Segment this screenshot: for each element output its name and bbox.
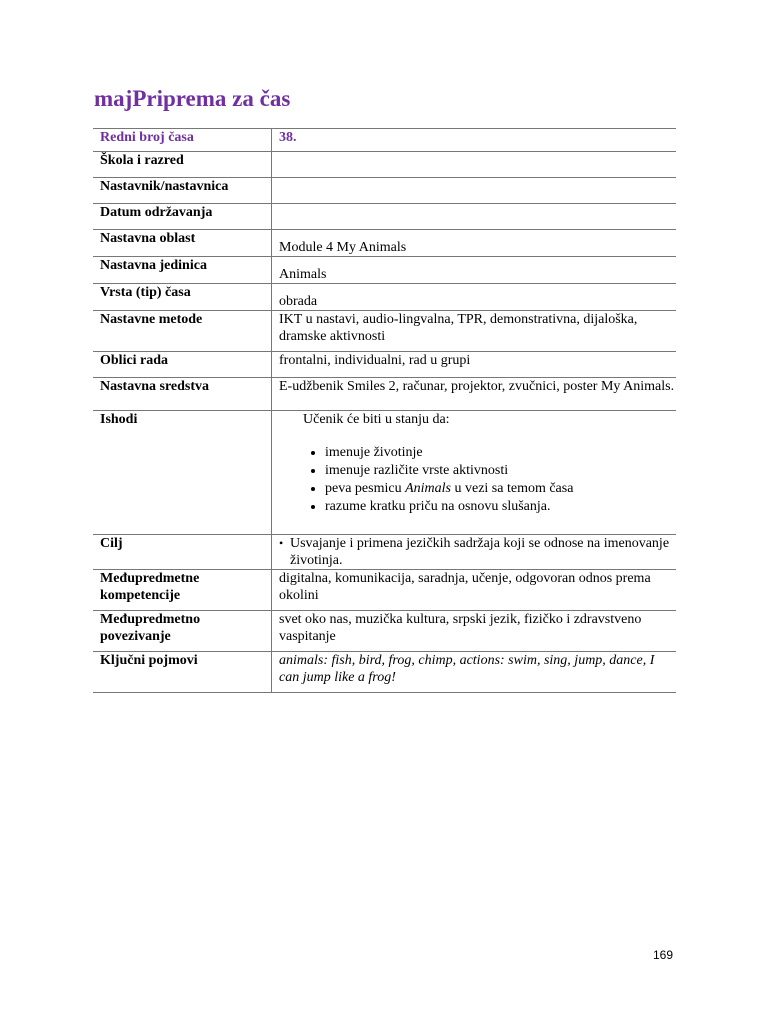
row-value: Animals [279, 267, 327, 282]
table-row [93, 311, 676, 352]
table-row [93, 284, 676, 311]
row-label: Nastavnik/nastavnica [93, 178, 272, 204]
row-label: Nastavna oblast [93, 230, 272, 257]
row-label: Cilj [93, 535, 272, 570]
outcomes-list [279, 444, 676, 516]
row-label: Škola i razred [93, 152, 272, 178]
row-value [272, 152, 677, 178]
row-value: frontalni, individualni, rad u grupi [279, 353, 471, 368]
row-value [272, 535, 677, 570]
lesson-plan-table [93, 128, 676, 693]
row-label: Međupredmetno povezivanje [93, 611, 272, 652]
row-value [272, 204, 677, 230]
row-value: 38. [279, 130, 297, 145]
table-row [93, 352, 676, 378]
table-row [93, 535, 676, 570]
row-label: Nastavna sredstva [93, 378, 272, 411]
table-row [93, 652, 676, 693]
list-item-text: peva pesmicu [325, 481, 406, 496]
row-label: Datum održavanja [93, 204, 272, 230]
row-label: Nastavna jedinica [93, 257, 272, 284]
table-row [93, 129, 676, 152]
row-value: animals: fish, bird, frog, chimp, actions: swim, sing, jump, dance, I can jump like a frog! [279, 653, 655, 685]
table-row [93, 257, 676, 284]
row-value: obrada [279, 294, 318, 309]
table-row [93, 204, 676, 230]
table-row [93, 611, 676, 652]
goal-text: Usvajanje i primena jezičkih sadržaja koji se odnose na imenovanje životinja. [290, 536, 670, 568]
row-value: svet oko nas, muzička kultura, srpski jezik, fizičko i zdravstveno vaspitanje [279, 612, 642, 644]
row-label: Oblici rada [93, 352, 272, 378]
bullet-icon: • [279, 536, 284, 550]
row-value: Module 4 My Animals [279, 240, 407, 255]
list-item: • razume kratku priču na osnovu slušanja. [325, 498, 676, 516]
row-value [272, 178, 677, 204]
row-value [272, 411, 677, 535]
row-value: E-udžbenik Smiles 2, računar, projektor, zvučnici, poster My Animals. [279, 379, 675, 394]
row-label: Ključni pojmovi [93, 652, 272, 693]
row-value: digitalna, komunikacija, saradnja, učenje, odgovoran odnos prema okolini [279, 571, 651, 603]
row-label: Vrsta (tip) časa [93, 284, 272, 311]
row-label: Nastavne metode [93, 311, 272, 352]
list-item-text: u vezi sa temom časa [450, 481, 574, 496]
page-title: majPriprema za čas [94, 86, 291, 111]
row-label: Ishodi [93, 411, 272, 535]
table-row [93, 378, 676, 411]
table-row [93, 152, 676, 178]
page-number: 169 [653, 948, 674, 962]
table-row [93, 570, 676, 611]
list-item: • imenuje životinje [325, 444, 676, 462]
table-row [93, 178, 676, 204]
song-title: Animals [405, 481, 451, 496]
table-row [93, 230, 676, 257]
row-label: Međupredmetne kompetencije [93, 570, 272, 611]
list-item: • imenuje različite vrste aktivnosti [325, 462, 676, 480]
outcomes-intro: Učenik će biti u stanju da: [303, 412, 450, 427]
row-value: IKT u nastavi, audio-lingvalna, TPR, demonstrativna, dijaloška, dramske aktivnosti [279, 312, 638, 344]
row-label: Redni broj časa [93, 129, 272, 152]
list-item [325, 480, 676, 498]
table-row [93, 411, 676, 535]
